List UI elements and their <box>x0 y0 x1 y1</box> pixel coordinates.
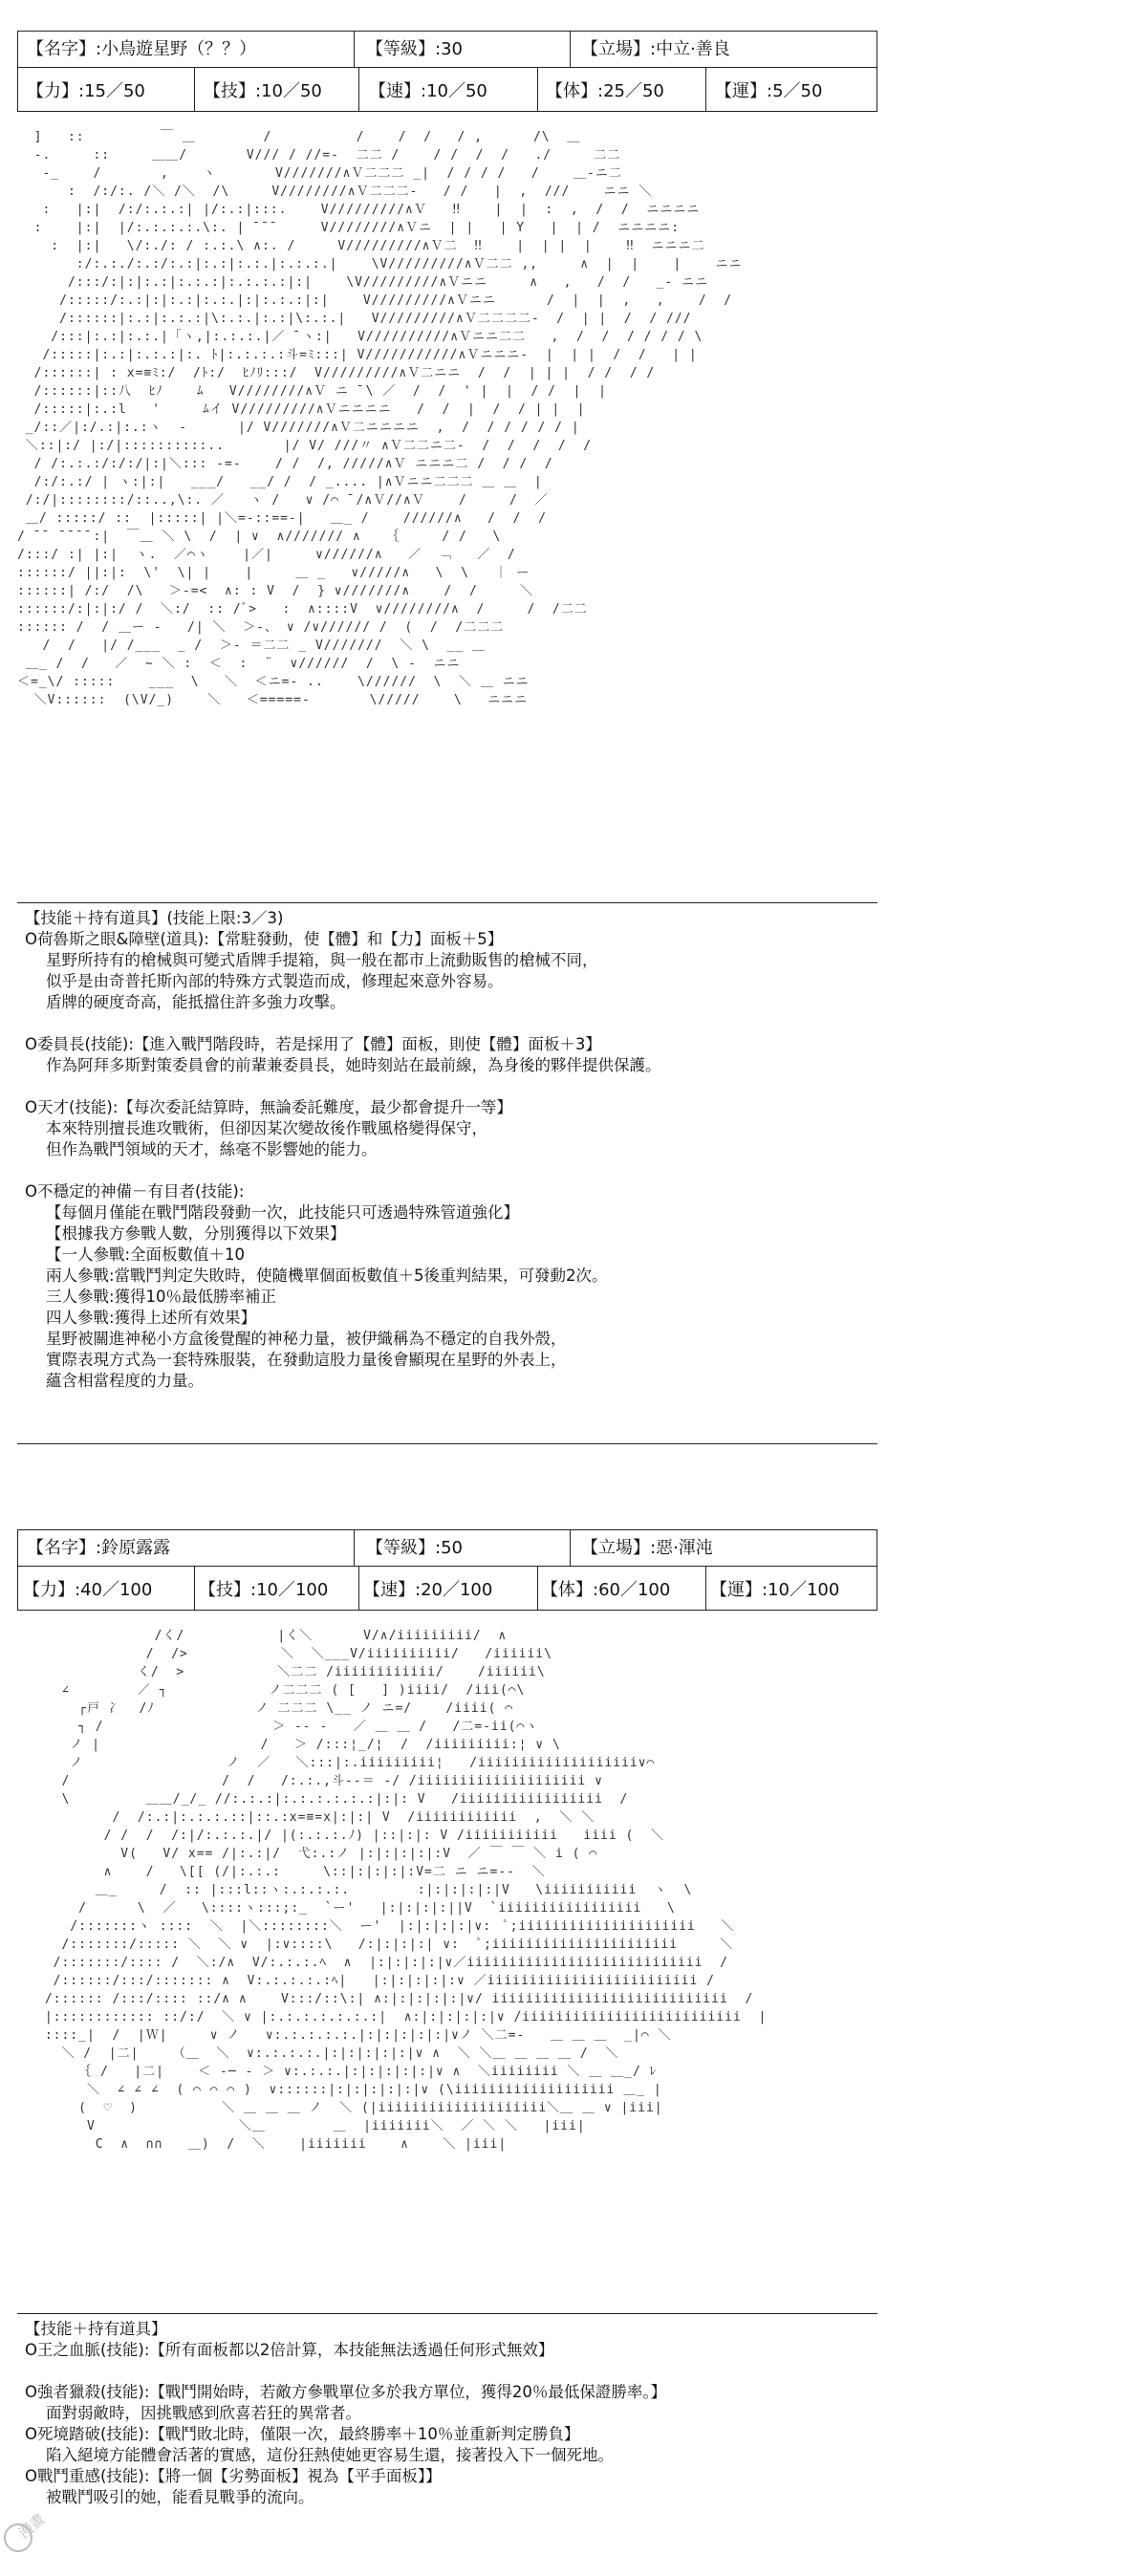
skills-header: 【技能＋持有道具】 <box>25 2320 167 2338</box>
table-border-row2 <box>17 111 877 112</box>
divider <box>537 67 538 111</box>
skill-line: O死境踏破(技能):【戰鬥敗北時，僅限一次，最終勝率＋10％並重新判定勝負】 <box>25 2425 580 2443</box>
divider <box>354 31 355 67</box>
divider <box>537 1566 538 1610</box>
skill-line: 實際表現方式為一套特殊服裝，在發動這股力量後會顯現在星野的外表上， <box>46 1351 567 1369</box>
divider <box>358 67 359 111</box>
skill-line: 蘊含相當程度的力量。 <box>46 1372 204 1390</box>
stat-speed: 【速】:10／50 <box>369 81 487 101</box>
skill-line: 星野被關進神秘小方盒後覺醒的神秘力量，被伊織稱為不穩定的自我外殼， <box>46 1330 567 1348</box>
skill-line: 本來特別擅長進攻戰術，但卻因某次變故後作戰風格變得保守， <box>46 1119 487 1137</box>
stat-technique: 【技】:10／100 <box>199 1580 329 1600</box>
table-border-row2 <box>17 1610 877 1611</box>
table-border-row1 <box>17 1566 877 1567</box>
skill-line: 四人參戰:獲得上述所有效果】 <box>46 1309 257 1327</box>
alignment-field: 【立場】:中立·善良 <box>581 39 730 59</box>
table-border-left <box>17 31 18 111</box>
table-border-row1 <box>17 67 877 68</box>
divider <box>705 1566 706 1610</box>
skill-line: O王之血脈(技能):【所有面板都以2倍計算，本技能無法透過任何形式無效】 <box>25 2341 554 2359</box>
skill-line: 面對弱敵時，因挑戰感到欣喜若狂的異常者。 <box>46 2404 361 2422</box>
skill-line: 三人參戰:獲得10％最低勝率補正 <box>46 1288 277 1306</box>
skill-line: 但作為戰鬥領域的天才，絲毫不影響她的能力。 <box>46 1140 378 1158</box>
skills-list <box>25 929 876 1392</box>
skill-line: O委員長(技能):【進入戰鬥階段時，若是採用了【體】面板，則使【體】面板＋3】 <box>25 1035 601 1053</box>
stat-body: 【体】:25／50 <box>546 81 664 101</box>
stat-strength: 【力】:15／50 <box>27 81 145 101</box>
table-border-top <box>17 1529 877 1530</box>
skill-line: 兩人參戰:當戰鬥判定失敗時，使隨機單個面板數值＋5後重判結果，可發動2次。 <box>46 1266 608 1285</box>
table-border-top <box>17 31 877 32</box>
skill-line: 作為阿拜多斯對策委員會的前輩兼委員長，她時刻站在最前線，為身後的夥伴提供保護。 <box>46 1056 661 1074</box>
divider <box>570 31 571 67</box>
skill-spacer <box>25 1160 876 1181</box>
skill-line: 盾牌的硬度奇高，能抵擋住許多強力攻擊。 <box>46 993 346 1011</box>
name-field: 【名字】:小鳥遊星野（？？） <box>27 39 257 59</box>
alignment-field: 【立場】:惡·渾沌 <box>581 1538 713 1558</box>
level-field: 【等級】:50 <box>366 1538 463 1558</box>
skill-line: 被戰鬥吸引的她，能看見戰爭的流向。 <box>46 2488 314 2506</box>
skill-line: 【根據我方參戰人數，分別獲得以下效果】 <box>46 1224 346 1243</box>
skill-line: O荷魯斯之眼&障壁(道具):【常駐發動，使【體】和【力】面板＋5】 <box>25 930 504 948</box>
stat-body: 【体】:60／100 <box>541 1580 671 1600</box>
level-field: 【等級】:30 <box>366 39 463 59</box>
stat-strength: 【力】:40／100 <box>23 1580 153 1600</box>
ascii-art-hoshino: ] :: ￣ ＿ / / / / / , /\ ＿ -. :: ＿＿/ V/// / //=- 二二 / / / / / ./ 二二 -_ / , ヽ V///////∧Ｖ二二二 _| / / / / / ＿-ニ二 : /:/:. /＼ /＼ /\ V////////∧Ｖ二二二- / / | , /// ニニ ＼ : |:| /:/:.:.:| |/:.:|:::. V/////////∧Ｖ ‼ | | : , / / ニニニニ : |:| |/:.:.:.:.\:. | ̄ ̄ ̄ V////////∧Ｖニ | | | Y | | / ニニニニ: : |:| \/:./: / :.:.\ ∧:. / V/////////∧Ｖ二 ‼ | | | | ‼ ニニニ二 :/:.:./:.:/:.:|:.:|:.:.|:.:.:.| \V/////////∧Ｖ二二 ,, ∧ | | | ニニ /:::/:|:|:.:|:.:.:|:.:.:.:|:| \V/////////∧Ｖニニ ∧ , / / _- ニニ /:::::/:.:|:|:.:|:.:.|:|:.:.:|:| V/////////∧Ｖニニ / | | , , / / /::::::|:.:|:.:.:|\:.:.|:.:|\:.:.| V/////////∧Ｖ二二二二- / | | / / /// /:::|:.:|:.:.|「ヽ,|:.:.:.|／ ̄ ヽ:| V//////////∧Ｖニニ二二 , / / / / / / \ /:::::|:.:|:.:.:|:. ﾄ|:.:.:.:斗=ﾐ:::| V///////////∧Ｖニニニ- | | | / / | | /::::::| : x=≡ﾐ:/ /ﾄ:/ ﾋﾉﾘ:::/ V/////////∧Ｖ二ニニ / / | | | / / / / /::::::|::八 ﾋﾉ ﾑ V////////∧Ｖ ニ ̄ \ ／ / / ' | | / / | | /:::::|:.:l ' ﾑイ V/////////∧Ｖニニニニ / / | / / | | | _/::／|:/.:|:.:ヽ ‐ |/ V///////∧Ｖ二ニニニニ , / / / / / / | ＼::|:/ |:/|::::::::::.. |/ V/ ///〃 ∧Ｖ二二ニ二- / / / / / / /:.:.:/:/:/|:|＼::: ‐=- / / /, /////∧Ｖ ニニニ二 / / / / /:/:.:/ | ヽ:|:| ___/ __/ / / _.... |∧Ｖニニ二二二 ＿ ＿ | /:/|::::::::/::..,\:. ／ ヽ / ∨ /⌒ ̄ /∧Ｖ//∧Ｖ / / ／ ＿/ :::::/ :: |:::::| |＼=-::==-| ＿_ / //////∧ / / / / ̄ ̄ ̄ ̄ ̄ ̄ :| ￣＿ ＼ \ / | ∨ ∧/////// ∧ ｛ / / \ /:::/ :| |:| ヽ. ／⌒ヽ |／| ∨//////∧ ／ ﹁ ／ / ::::::/ ||:|: \' \| | | ＿ _ ∨/////∧ \ \ ｜ ー ::::::| /:/ /\ ＞‐=< ∧: : V / } ∨///////∧ / / ＼ ::::::/:|:|:/ / ＼:/ :: /ﾞ> : ∧::::V ∨////////∧ / / /二二 :::::: / / ＿ー ‐ /| ＼ ＞‐、 ∨ /∨////// / ( / /二二二 / / |/ /___ _ / ＞‐ ＝二二 _ V/////// ＼ \ __ ＿ ＿_ / / ／ ~ ＼ : ＜ : ¨ ∨////// / \ ‐ ニニ ＜=_\/ ::::: ___ \ ＼ ＜ニ=- .. \////// \ ＼ ＿ ニニ ＼V:::::: (\V/_) ＼ ＜=====- \///// \ ニニニ <box>17 130 743 707</box>
skill-line: 星野所持有的槍械與可變式盾牌手提箱，與一般在都市上流動販售的槍械不同， <box>46 951 598 969</box>
name-field: 【名字】:鈴原露露 <box>27 1538 171 1558</box>
skill-line: O天才(技能):【每次委託結算時，無論委託難度，最少都會提升一等】 <box>25 1098 512 1116</box>
stat-technique: 【技】:10／50 <box>204 81 322 101</box>
skills-section <box>25 908 876 1392</box>
skill-line: O不穩定的神備－有目者(技能): <box>25 1182 245 1201</box>
watermark-logo <box>4 2495 90 2562</box>
skill-line: O強者獵殺(技能):【戰鬥開始時，若敵方參戰單位多於我方單位，獲得20％最低保證勝率。】 <box>25 2383 667 2401</box>
ascii-art-ruru: /く/ |く＼ V/∧/iiiiiiiii/ ∧ / /> ＼ ＼___V/iiiiiiiiii/ /iiiiii\ く/ > ＼二二 /iiiiiiiiiiii/ /iiiiii\ ∠ ／ ┐ ノ二二二 ( [ ] )iiii/ /iii(⌒\ ┌戸 冫 /ﾉ ノ 二二二 \__ ノ ニ=/ /iiii( ⌒ ┐ / ＞ ‐‐ ‐ ／ ＿ ＿ / /二=-ii(⌒ヽ ノ | / ＞ /:::¦_/¦ / /iiiiiiiii:¦ ∨ \ ノ ノ ／ ＼:::|:.iiiiiiiii¦ /iiiiiiiiiiiiiiiiiii∨⌒ / / / /:.:.,斗-‐＝ ‐/ /iiiiiiiiiiiiiiiiiiii ∨ \ ＿＿/_/_ //:.:.:|:.:.:.:.:.:|:|: V /iiiiiiiiiiiiiiiii / / /:.:|:.:.:.::|::.:x=≡=x|:|:| V /iiiiiiiiiiii , ＼ ＼ / / / /:|/:.:.:.|/ |(:.:.:.ﾉ) |::|:|: V /iiiiiiiiiii iiii ( ＼ V( V/ x== /|:.:|/ 弋:.:ノ |:|:|:|:|:V ／ ￣ ￣ ＼ i ( ⌒ ∧ / \[[ (/|:.:.: \::|:|:|:|:V=二 ニ ニ=-- ＼ ＿_ / :: |:::l::ヽ:.:.:.:. :|:|:|:|:|V \iiiiiiiiiii ヽ \ / \ ／ \::::ヽ:::;:_ `ー' |:|:|:|:||V `iiiiiiiiiiiiiiiii \ /:::::::ヽ :::: ＼ |＼::::::::＼ ー' |:|:|:|:|∨: ﾟ;iiiiiiiiiiiiiiiiiiiii ＼ /:::::::/::::: ＼ ＼ ∨ |:∨::::\ /:|:|:|:| ∨: ﾟ;iiiiiiiiiiiiiiiiiiiiii ＼ /:::::::/:::: / ＼:/∧ V/:.:.:.ﾍ ∧ |:|:|:|:|∨／iiiiiiiiiiiiiiiiiiiiiiiiiiii / /::::::/:::/::::::: ∧ V:.:.:.:.:ﾍ| |:|:|:|:|:∨ ／iiiiiiiiiiiiiiiiiiiiiiiii / /:::::: /:::/:::: ::/∧ ∧ V:::/::\:| ∧:|:|:|:|:|∨/ iiiiiiiiiiiiiiiiiiiiiiiiiiii / |:::::::::::: ::/:/ ＼ ∨ |:.:.:.:.:.:.:| ∧:|:|:|:|:|∨ /iiiiiiiiiiiiiiiiiiiiiiiiii | ::::_| / |Ｗ| ∨ ノ ∨:.:.:.:.:.|:|:|:|:|:|∨ノ ＼二=- ＿ ＿ ＿ _|⌒ ＼ ＼ / |二| （＿ ＼ ∨:.:.:.:.|:|:|:|:|:|∨ ∧ ＼ ＼＿ ＿ ＿ ＿ / ＼ ｛ / |二| ＜ ‐─ ‐ ＞ ∨:.:.:.|:|:|:|:|:|∨ ∧ ＼iiiiiiii ＼ ＿ ＿_/ ﾚ ＼ ∠ ∠ ∠ ( ⌒ ⌒ ⌒ ) ∨::::::|:|:|:|:|:|∨ (\iiiiiiiiiiiiiiiiiii ＿_ | ( ♡ ) ＼ ＿ ＿ ＿ ノ ＼ (|iiiiiiiiiiiiiiiiiiii＼＿ ＿ ∨ |iii| V ＼＿ ＿ |iiiiiii＼ ／ ＼ ＼ |iii| C ∧ ∩∩ ＿) / ＼ |iiiiiii ∧ ＼ |iii| <box>44 1629 768 2152</box>
stat-luck: 【運】:10／100 <box>710 1580 840 1600</box>
skills-header: 【技能＋持有道具】(技能上限:3／3) <box>25 909 284 927</box>
divider <box>570 1529 571 1566</box>
table-border-right <box>876 31 877 111</box>
skill-spacer <box>25 1013 876 1034</box>
skills-section <box>25 2319 876 2508</box>
table-border-right <box>876 1529 877 1610</box>
skill-spacer <box>25 2361 876 2382</box>
watermark-text: 漫畫 <box>15 2510 49 2543</box>
stat-speed: 【速】:20／100 <box>363 1580 493 1600</box>
skill-line: 【一人參戰:全面板數值＋10 <box>46 1245 246 1264</box>
skill-line: 【每個月僅能在戰鬥階段發動一次，此技能只可透過特殊管道強化】 <box>46 1203 519 1222</box>
skill-line: O戰鬥重感(技能):【將一個【劣勢面板】視為【平手面板】】 <box>25 2467 442 2485</box>
skills-border-bottom <box>17 1443 877 1444</box>
divider <box>354 1529 355 1566</box>
skill-line: 陷入絕境方能體會活著的實感，這份狂熱使她更容易生還，接著投入下一個死地。 <box>46 2446 614 2464</box>
table-border-left <box>17 1529 18 1610</box>
divider <box>194 1566 195 1610</box>
skills-list <box>25 2340 876 2508</box>
stat-luck: 【運】:5／50 <box>715 81 823 101</box>
skill-line: 似乎是由奇普托斯內部的特殊方式製造而成，修理起來意外容易。 <box>46 972 504 990</box>
divider <box>194 67 195 111</box>
skills-border-top <box>17 902 877 903</box>
divider <box>705 67 706 111</box>
divider <box>358 1566 359 1610</box>
skills-border-top <box>17 2313 877 2314</box>
skill-spacer <box>25 1076 876 1097</box>
